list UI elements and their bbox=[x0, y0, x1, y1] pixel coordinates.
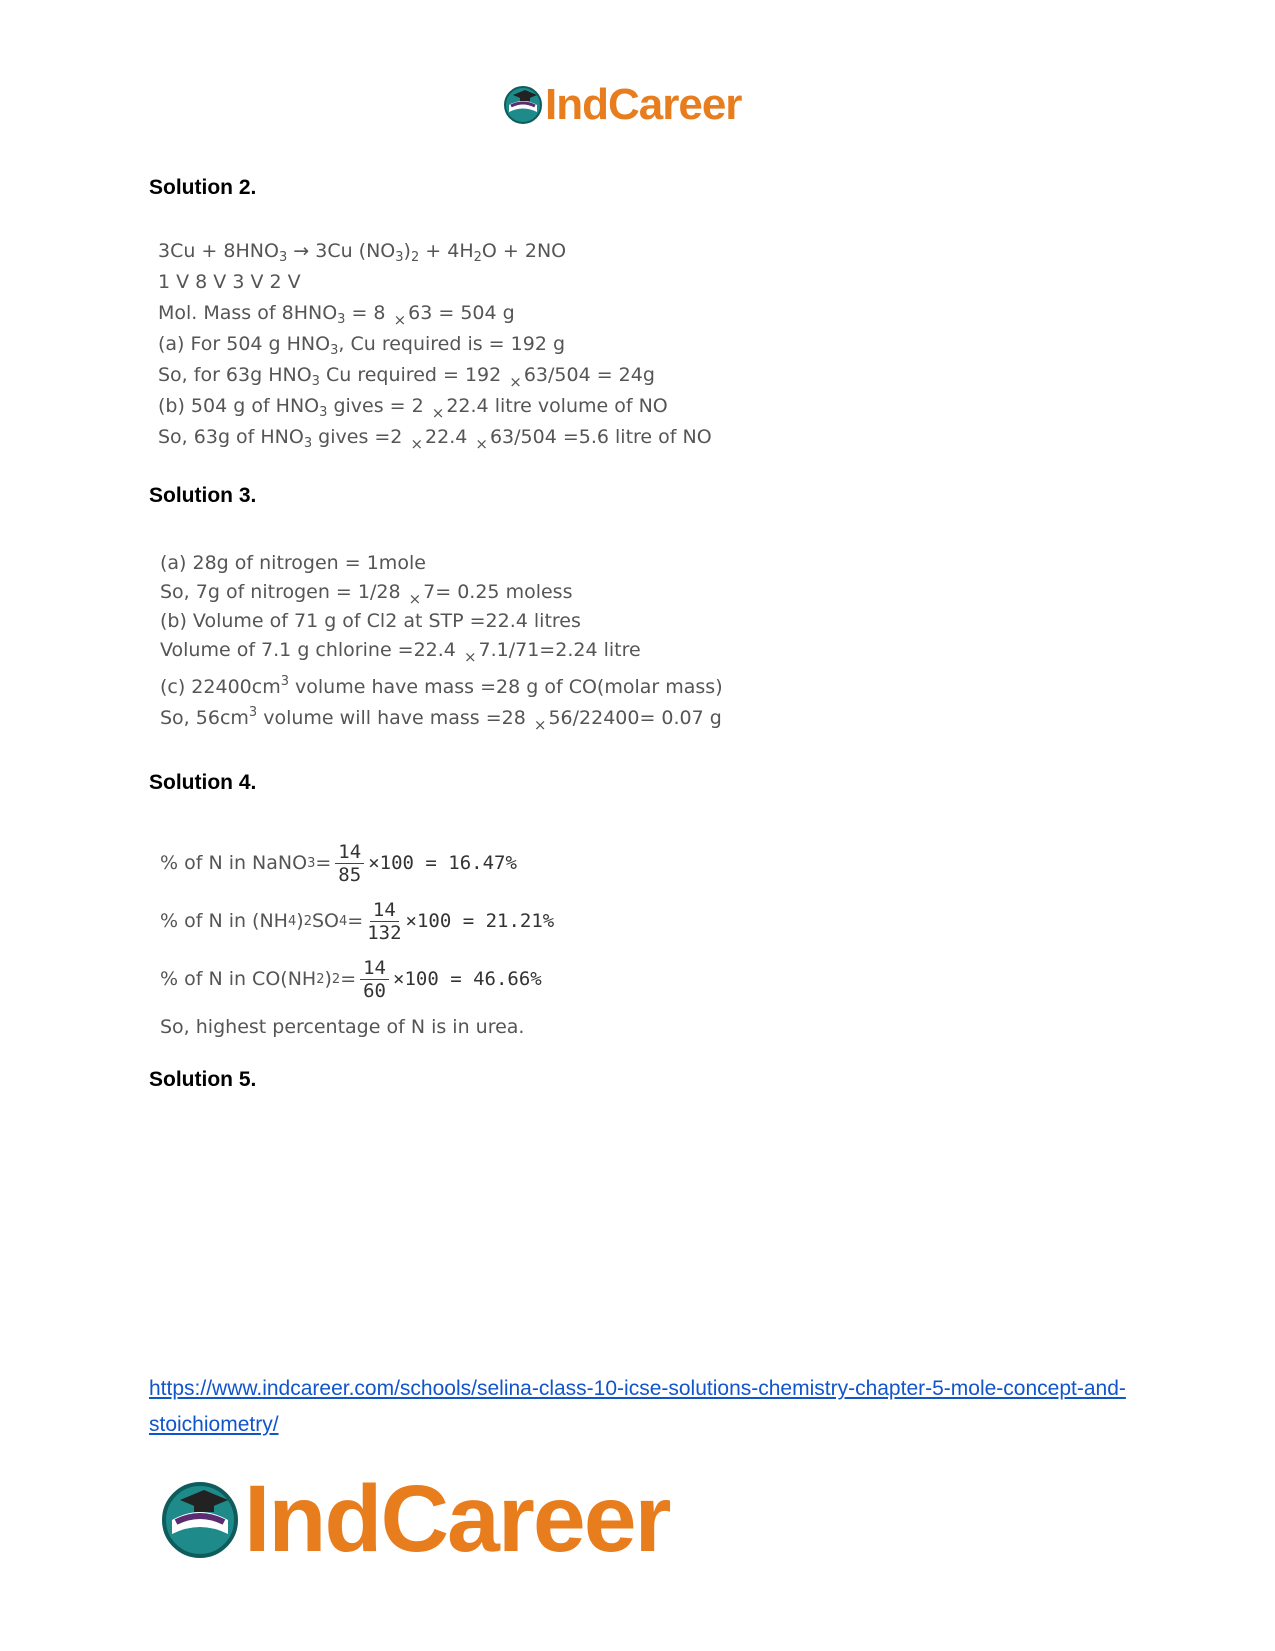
solution-2-heading: Solution 2. bbox=[149, 176, 257, 199]
solution-3-heading: Solution 3. bbox=[149, 484, 257, 507]
graduation-cap-book-icon bbox=[503, 85, 543, 125]
solution-2-body bbox=[158, 236, 712, 453]
fraction: $\frac{14}{60}$ bbox=[360, 957, 389, 1002]
fraction: $\frac{14}{85}$ bbox=[335, 841, 364, 886]
urea-formula-line: % of N in CO(NH 2 ) 2 = $\frac{14}{60}$ ×100 = 46.66% bbox=[160, 956, 542, 1002]
indcareer-logo-top bbox=[503, 80, 741, 130]
part-c-result-line: So, $56cm^3$ volume will have mass =28 $_\times$ 56/22400= 0.07 g bbox=[160, 705, 722, 734]
molar-mass-line: Mol. Mass of $8HNO_3 = 8$ $_\times$ 63 = 504 g bbox=[158, 302, 515, 329]
solution-3-body bbox=[160, 550, 723, 734]
part-b-line: (b) Volume of 71 g of Cl2 at STP =22.4 litres bbox=[160, 610, 581, 632]
source-url-link[interactable]: https://www.indcareer.com/schools/selina-class-10-icse-solutions-chemistry-chapter-5-mole-concept-and-stoichiometry/ bbox=[149, 1377, 1126, 1436]
logo-text: IndCareer bbox=[545, 80, 742, 129]
fraction: $\frac{14}{132}$ bbox=[367, 898, 402, 944]
part-b-result-line: Volume of 7.1 g chlorine =22.4 $_\times$ 7.1/71=2.24 litre bbox=[160, 639, 641, 666]
nano3-formula-line: % of N in NaNO 3 = $\frac{14}{85}$ ×100 = 16.47% bbox=[160, 840, 517, 886]
solution-5-heading: Solution 5. bbox=[149, 1068, 257, 1091]
solution-4-heading: Solution 4. bbox=[149, 771, 257, 794]
part-b-line: (b) 504 g of $HNO_3$ gives = 2 $_\times$ 22.4 litre volume of NO bbox=[158, 395, 668, 422]
indcareer-logo-bottom bbox=[160, 1465, 670, 1574]
part-c-line: (c) $22400cm^3$ volume have mass =28 g of CO(molar mass) bbox=[160, 674, 723, 698]
equation-line: $3Cu + 8HNO_3 \to 3Cu$ $(NO_3)_2 + 4H_2O + 2NO$ bbox=[158, 240, 567, 265]
conclusion-line: So, highest percentage of N is in urea. bbox=[160, 1016, 525, 1038]
solution-4-body bbox=[160, 834, 554, 1043]
logo-text: IndCareer bbox=[244, 1466, 670, 1572]
graduation-cap-book-icon bbox=[160, 1480, 240, 1560]
part-a-line: (a) 28g of nitrogen = 1mole bbox=[160, 552, 426, 574]
part-a-result-line: So, 7g of nitrogen = 1/28 $_\times$ 7= 0.25 moless bbox=[160, 581, 573, 608]
part-b-result-line: So, 63g of $HNO_3$ gives =2 $_\times$ 22.4 $_\times$ 63/504 =5.6 litre of NO bbox=[158, 426, 712, 453]
ammonium-sulphate-formula-line: % of N in (NH 4 ) 2 SO 4 = $\frac{14}{132}$ ×100 = 21.21% bbox=[160, 898, 555, 944]
volume-ratio-line: 1 V 8 V 3 V 2 V bbox=[158, 271, 301, 293]
part-a-line: (a) For 504 g $HNO_3$, Cu required is = 192 g bbox=[158, 333, 566, 358]
part-a-result-line: So, for 63g $HNO_3$ Cu required = 192 $_\times$ 63/504 = 24g bbox=[158, 364, 655, 391]
